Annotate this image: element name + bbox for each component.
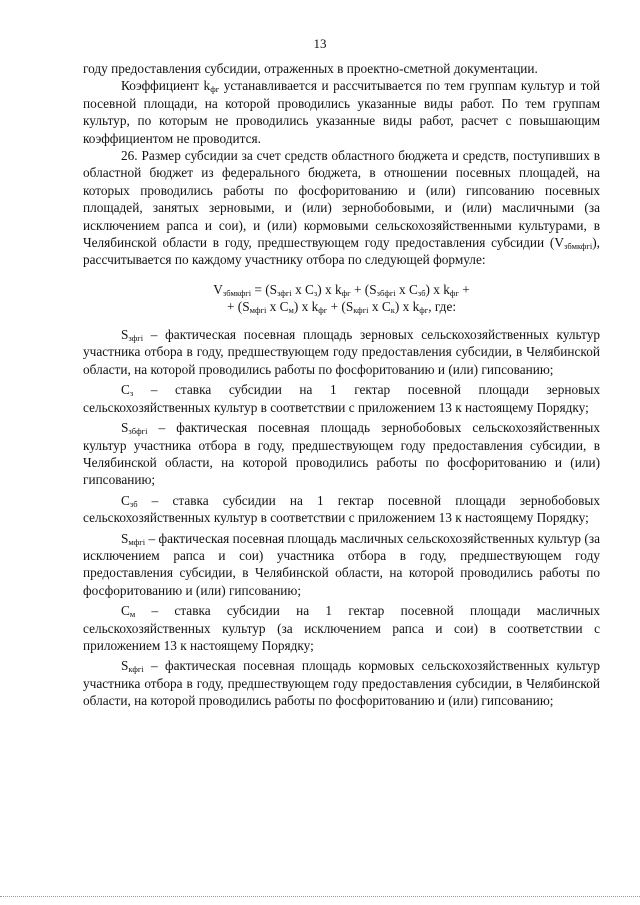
- definition-item: [83, 419, 600, 489]
- paragraph-continuation: году предоставления субсидии, отраженных в проектно-сметной документации.: [83, 61, 538, 76]
- definition-symbol: C: [121, 382, 130, 398]
- formula-subscript: збфгi: [376, 287, 396, 298]
- formula-subscript: збмкфгi: [222, 287, 252, 298]
- subsidy-formula: [83, 281, 600, 316]
- formula-subscript: з: [313, 287, 318, 298]
- definition-subscript: зфгi: [128, 333, 144, 344]
- formula-subscript: фг: [449, 287, 459, 298]
- definition-item: [83, 602, 600, 654]
- formula-text: + (S: [327, 299, 354, 315]
- formula-subscript: к: [390, 305, 395, 316]
- formula-text: ) x k: [425, 281, 450, 297]
- definition-subscript: з: [129, 388, 134, 399]
- paragraph-coefficient: Коэффициент $k_{фг}$ устанавливается и рассчитывается по тем группам культур и той посевной площади, на которой проводились указанные виды работ. По тем группам культур, по которым не проводились указанные виды работ, расчет с повышающим коэффициентом не проводится.: [83, 78, 600, 146]
- definition-symbol: S: [121, 420, 129, 436]
- definition-symbol: C: [121, 603, 130, 619]
- definition-item: [83, 657, 600, 709]
- definition-text: – ставка субсидии на 1 гектар посевной площади масличных сельскохозяйственных культур (за исключением рапса и сои) в соответствии с приложением 13 к настоящему Порядку;: [83, 603, 600, 653]
- formula-subscript: мфгi: [249, 305, 267, 316]
- definition-subscript: м: [129, 609, 136, 620]
- formula-subscript: зб: [417, 287, 426, 298]
- variable-definitions: [83, 326, 600, 710]
- definition-item: [83, 381, 600, 416]
- formula-line-1: [83, 281, 600, 299]
- formula-text: ) x k: [394, 299, 420, 315]
- formula-text: x C: [368, 299, 391, 315]
- definition-text: – фактическая посевная площадь масличных сельскохозяйственных культур (за исключением рапса и сои) участника отбора в году, предшествующем году предоставления субсидии, в Челябинской области, на которой проводились работы по фосфоритованию и (или) гипсованию;: [83, 530, 600, 598]
- formula-subscript: фг: [341, 287, 351, 298]
- definition-text: – ставка субсидии на 1 гектар посевной площади зернобобовых сельскохозяйственных культур в соответствии с приложением 13 к настоящему Порядку;: [83, 492, 600, 526]
- definition-subscript: збфгi: [128, 426, 148, 437]
- definition-text: – фактическая посевная площадь зерновых сельскохозяйственных культур участника отбора в году, предшествующем году предоставления субсидии, в Челябинской области, на которой проводились работы по фосфоритованию и (или) гипсованию;: [83, 327, 600, 377]
- definition-symbol: S: [121, 530, 129, 546]
- definition-subscript: кфгi: [128, 664, 144, 675]
- formula-text: , где:: [428, 299, 457, 315]
- formula-text: x C: [395, 281, 418, 297]
- definition-subscript: мфгi: [128, 536, 146, 547]
- page-bottom-divider: [0, 896, 640, 897]
- definition-item: [83, 326, 600, 378]
- formula-subscript: фг: [419, 305, 429, 316]
- definition-item: [83, 530, 600, 600]
- formula-line-2: [83, 298, 600, 316]
- definition-symbol: C: [121, 492, 130, 508]
- definition-text: – ставка субсидии на 1 гектар посевной площади зерновых сельскохозяйственных культур в соответствии с приложением 13 к настоящему Порядку;: [83, 382, 600, 415]
- formula-text: +: [458, 281, 470, 297]
- formula-text: ) x k: [293, 299, 319, 315]
- formula-subscript: зфгi: [277, 287, 292, 298]
- document-body: [83, 60, 600, 710]
- paragraph-26: 26. Размер субсидии за счет средств областного бюджета и средств, поступивших в областной бюджет из федерального бюджета, в отношении посевных площадей, на которых проводились работы по фосфоритованию и (или) гипсованию посевных площадей, занятых зерновыми, и (или) зернобобовыми, и (или) масличными (за исключением рапса и сои), и (или) кормовыми сельскохозяйственными культурами, в Челябинской области в году, предшествующем году предоставления субсидии $(V_{збмкфгi})$, рассчитывается по каждому участнику отбора по следующей формуле:: [83, 148, 600, 268]
- definition-item: [83, 492, 600, 527]
- formula-text: + (S: [226, 299, 250, 315]
- definition-subscript: зб: [129, 498, 138, 509]
- page-number: 13: [313, 36, 327, 51]
- formula-text: = (S: [251, 281, 278, 297]
- formula-text: ) x k: [317, 281, 342, 297]
- formula-subscript: м: [288, 305, 294, 316]
- formula-text: x C: [291, 281, 314, 297]
- definition-symbol: S: [121, 658, 129, 674]
- formula-text: x C: [266, 299, 289, 315]
- formula-text: + (S: [350, 281, 377, 297]
- definition-text: – фактическая посевная площадь зернобобовых сельскохозяйственных культур участника отбора в году, предшествующем году предоставления субсидии, в Челябинской области, на которой проводились работы по фосфоритованию и (или) гипсованию;: [83, 420, 600, 488]
- definition-symbol: S: [121, 327, 129, 343]
- formula-subscript: кфгi: [353, 305, 369, 316]
- formula-subscript: фг: [318, 305, 328, 316]
- definition-text: – фактическая посевная площадь кормовых сельскохозяйственных культур участника отбора в году, предшествующем году предоставления субсидии, в Челябинской области, на которой проводились работы по фосфоритованию и (или) гипсованию;: [83, 658, 600, 709]
- formula-text: V: [213, 281, 223, 297]
